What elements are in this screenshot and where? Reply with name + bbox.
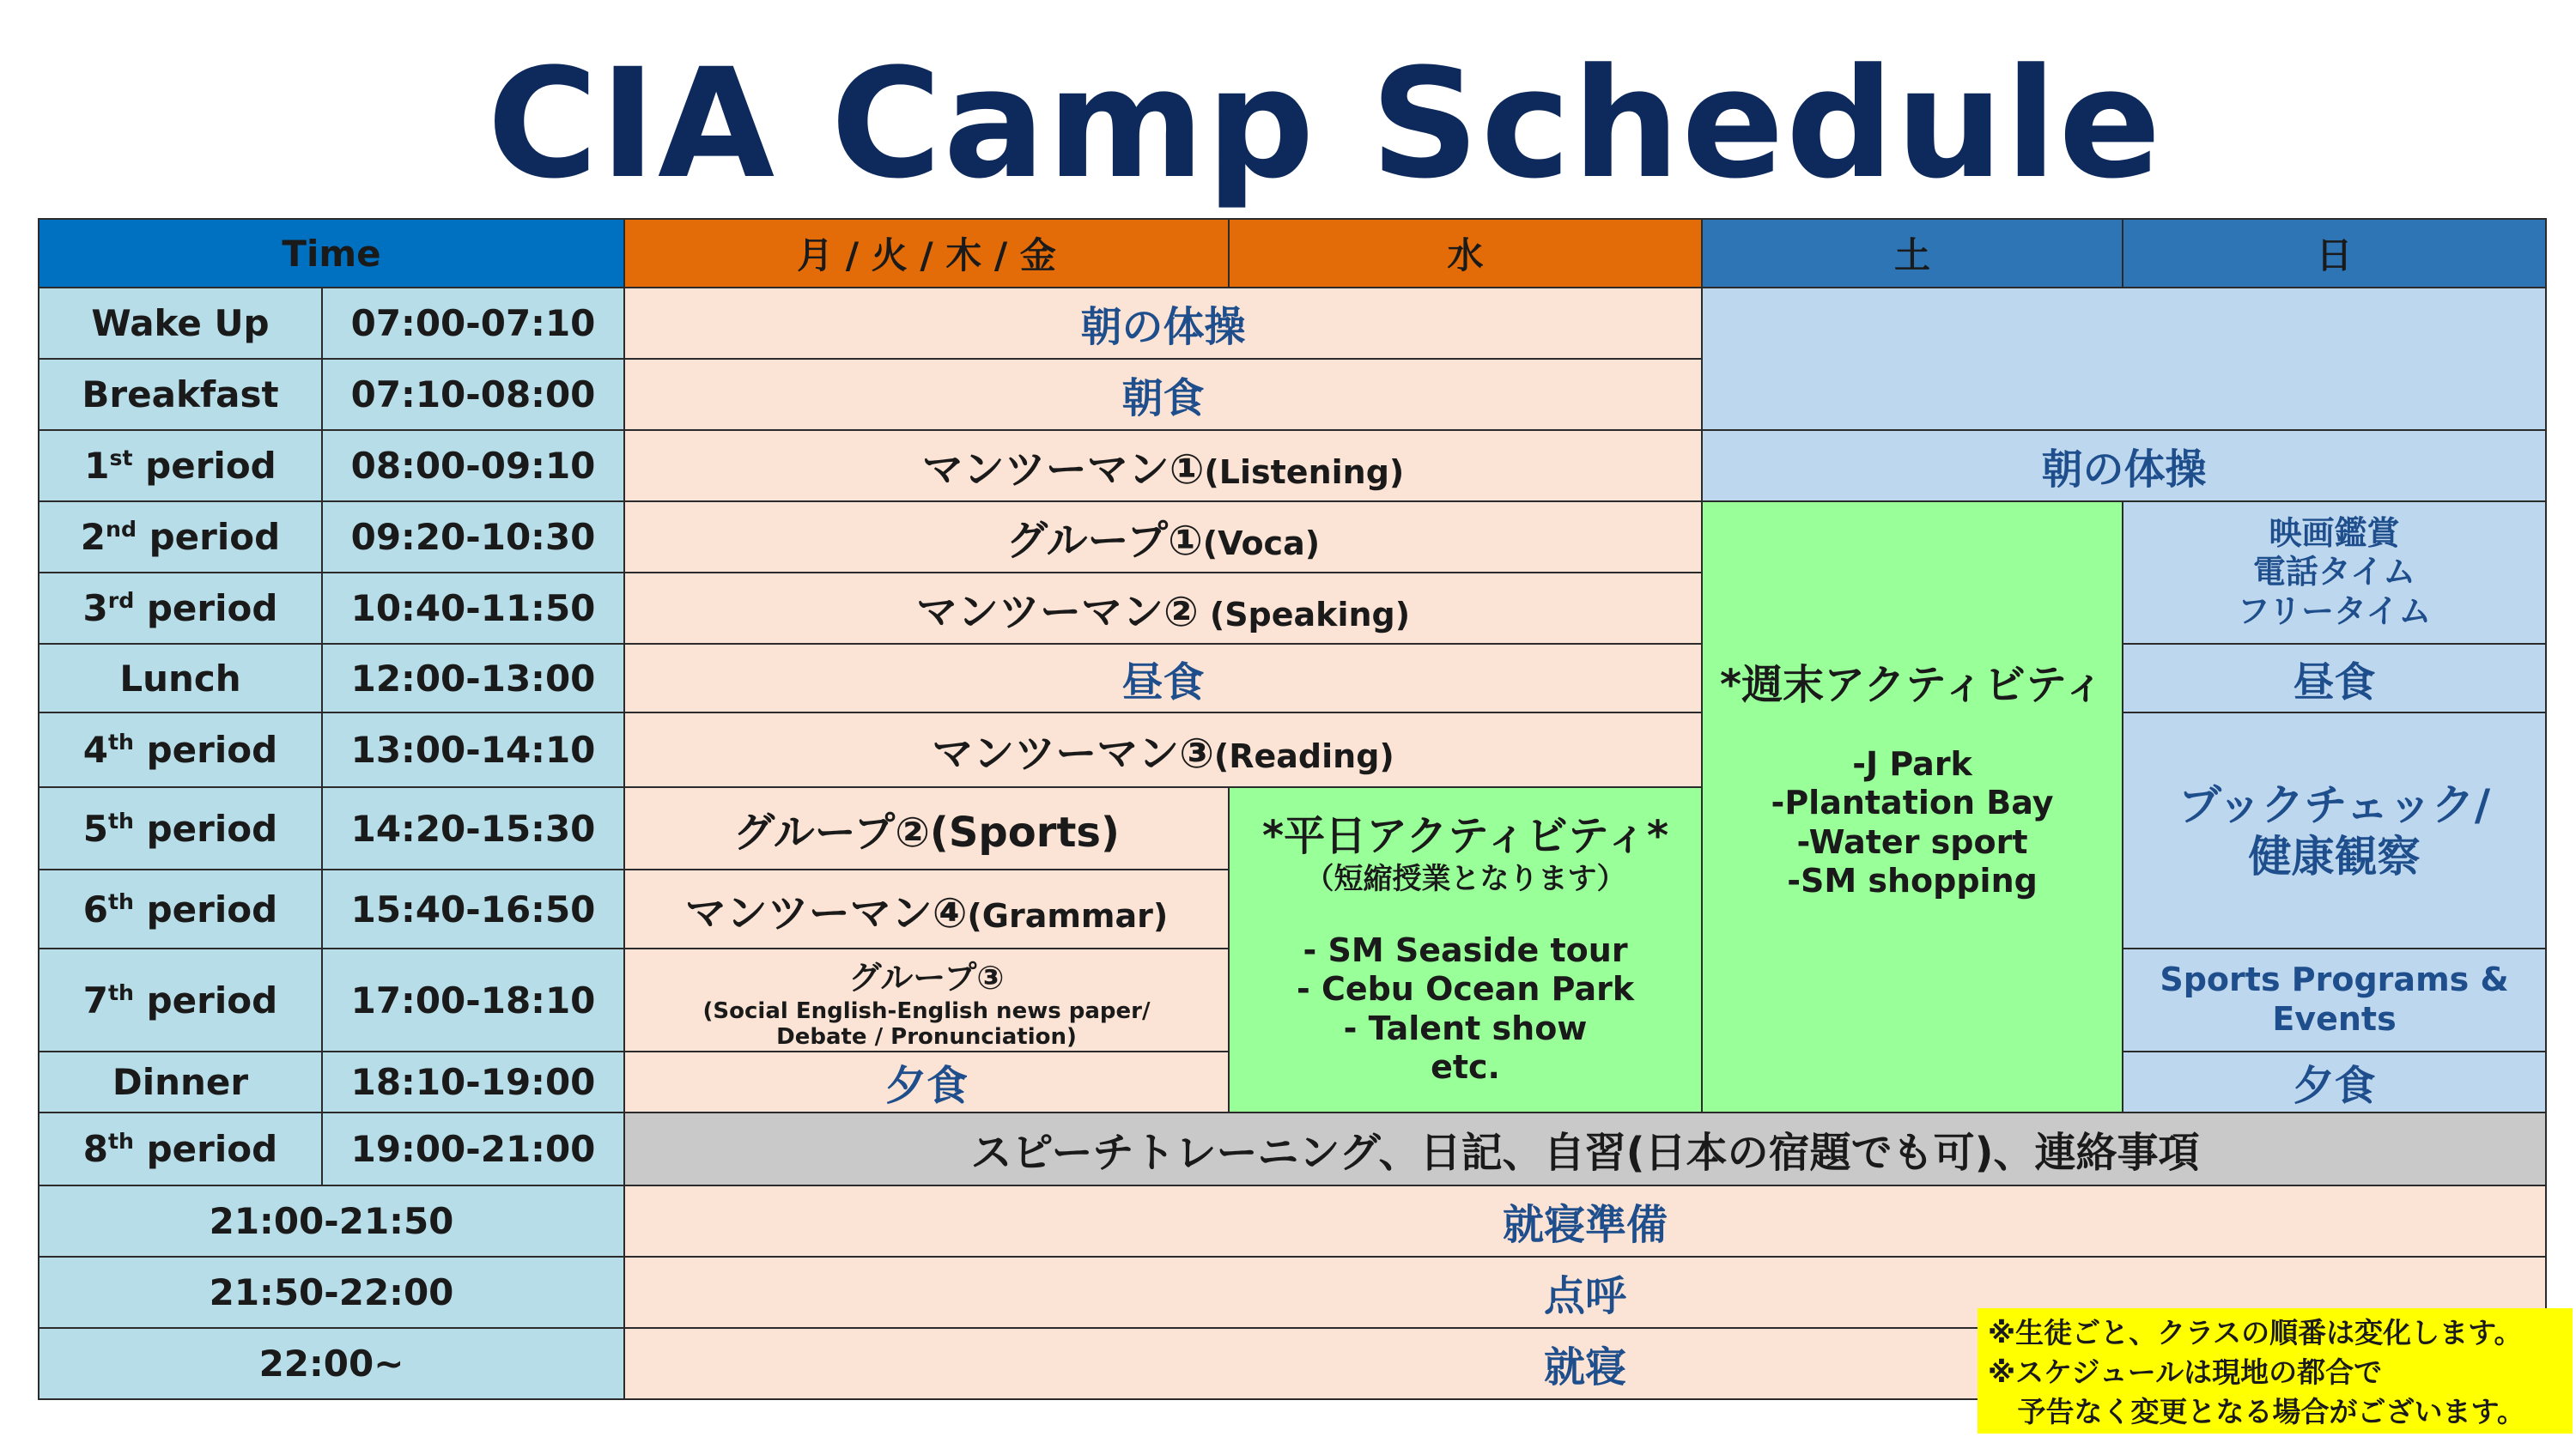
wednesday-activity-item: - Cebu Ocean Park <box>1296 970 1635 1009</box>
period-word: period <box>132 445 276 487</box>
activity-cell <box>624 870 1229 949</box>
row-time: 10:40-11:50 <box>322 573 624 644</box>
header-wednesday: 水 <box>1229 219 1702 288</box>
row-period-2 <box>39 501 2546 573</box>
activity-cell: 朝の体操 <box>624 288 1702 359</box>
row-time: 09:20-10:30 <box>322 501 624 573</box>
notice-box <box>1978 1308 2573 1434</box>
period-number: 6 <box>82 888 109 931</box>
sunday-dinner-cell: 夕食 <box>2123 1052 2546 1113</box>
activity-sub: (Social English-English news paper/ Debate / Pronunciation) <box>702 997 1151 1050</box>
header-saturday: 土 <box>1702 219 2123 288</box>
period-word: period <box>134 807 278 850</box>
row-time: 14:20-15:30 <box>322 787 624 870</box>
wednesday-activity-item: - Talent show <box>1343 1009 1588 1047</box>
sunday-lunch-cell: 昼食 <box>2123 644 2546 712</box>
activity-sub: (Voca) <box>1202 524 1321 562</box>
saturday-activity-title: *週末アクティビティ <box>1720 661 2105 710</box>
schedule-table <box>38 218 2547 1400</box>
row-label <box>39 949 322 1052</box>
notice-line: ※生徒ごと、クラスの順番は変化します。 <box>1988 1316 2523 1349</box>
header-row <box>39 219 2546 288</box>
period-word: period <box>134 1128 278 1170</box>
period-number: 8 <box>82 1128 109 1170</box>
row-time: 07:10-08:00 <box>322 359 624 430</box>
row-wake-up <box>39 288 2546 359</box>
activity-sub: (Grammar) <box>967 896 1169 935</box>
saturday-activity-item: -Water sport <box>1796 822 2028 861</box>
notice-line: 予告なく変更となる場合がございます。 <box>1988 1395 2525 1428</box>
saturday-activity-item: -Plantation Bay <box>1771 784 2054 822</box>
saturday-activity-cell <box>1702 501 2123 1113</box>
page-title: CIA Camp Schedule <box>487 36 2163 212</box>
sunday-morning-item: 映画鑑賞 <box>2269 513 2400 552</box>
sunday-morning-item: 電話タイム <box>2252 553 2416 591</box>
wednesday-activity-item: - SM Seaside tour <box>1303 931 1628 969</box>
row-time: 17:00-18:10 <box>322 949 624 1052</box>
period-word: period <box>134 888 278 931</box>
header-sunday: 日 <box>2123 219 2546 288</box>
row-period-8 <box>39 1113 2546 1185</box>
period-word: period <box>137 516 281 558</box>
row-bed-prep <box>39 1185 2546 1257</box>
activity-cell: 夕食 <box>624 1052 1229 1113</box>
activity-cell: 就寝準備 <box>624 1185 2546 1257</box>
header-weekdays: 月 / 火 / 木 / 金 <box>624 219 1229 288</box>
row-time: 15:40-16:50 <box>322 870 624 949</box>
period-suffix: th <box>108 888 134 914</box>
row-label <box>39 787 322 870</box>
wednesday-activity-subtitle: （短縮授業となります） <box>1304 861 1626 896</box>
row-label: Dinner <box>39 1052 322 1113</box>
period-suffix: th <box>108 730 134 755</box>
period-suffix: th <box>108 1129 134 1154</box>
activity-cell: 点呼 <box>624 1257 2546 1328</box>
activity-main: マンツーマン③ <box>932 730 1214 778</box>
period-suffix: th <box>108 979 134 1005</box>
period-word: period <box>134 587 278 629</box>
row-label: Breakfast <box>39 359 322 430</box>
period-number: 4 <box>82 729 109 771</box>
period-word: period <box>134 979 278 1022</box>
activity-cell <box>624 501 1702 573</box>
activity-cell <box>624 573 1702 644</box>
activity-main: グループ① <box>1005 517 1203 565</box>
activity-cell: グループ②(Sports) <box>624 787 1229 870</box>
activity-cell <box>624 712 1702 787</box>
header-time: Time <box>39 219 624 288</box>
sunday-morning-cell <box>2123 501 2546 644</box>
row-period-1 <box>39 430 2546 501</box>
activity-sub: (Reading) <box>1213 737 1394 775</box>
saturday-activity-item: -J Park <box>1852 744 1972 783</box>
wednesday-activity-item: etc. <box>1431 1048 1500 1087</box>
weekend-empty-cell <box>1702 288 2546 430</box>
row-time: 21:00-21:50 <box>39 1185 624 1257</box>
row-label: Lunch <box>39 644 322 712</box>
sunday-afternoon-item: ブックチェック/ <box>2178 779 2491 830</box>
activity-sub: (Listening) <box>1204 453 1405 491</box>
row-time: 18:10-19:00 <box>322 1052 624 1113</box>
row-label <box>39 501 322 573</box>
activity-cell <box>624 430 1702 501</box>
row-label <box>39 712 322 787</box>
period-number: 2 <box>80 516 106 558</box>
activity-cell <box>624 949 1229 1052</box>
period-suffix: rd <box>107 588 135 613</box>
row-time: 08:00-09:10 <box>322 430 624 501</box>
sunday-morning-item: フリータイム <box>2237 591 2432 630</box>
activity-cell: 朝食 <box>624 359 1702 430</box>
period-number: 1 <box>84 445 110 487</box>
weekend-exercise-cell: 朝の体操 <box>1702 430 2546 501</box>
period-suffix: th <box>108 808 134 834</box>
activity-main: マンツーマン① <box>921 446 1205 494</box>
row-label <box>39 573 322 644</box>
activity-cell: 昼食 <box>624 644 1702 712</box>
period-suffix: nd <box>106 517 137 542</box>
saturday-activity-item: -SM shopping <box>1787 862 2038 900</box>
row-label <box>39 430 322 501</box>
row-time: 07:00-07:10 <box>322 288 624 359</box>
row-time: 13:00-14:10 <box>322 712 624 787</box>
activity-cell: 就寝 <box>624 1328 2546 1399</box>
period-suffix: st <box>109 446 133 470</box>
wednesday-activity-title: *平日アクティビティ* <box>1261 812 1669 861</box>
activity-main: マンツーマン④ <box>684 888 968 937</box>
row-period-4 <box>39 712 2546 787</box>
row-time: 12:00-13:00 <box>322 644 624 712</box>
wednesday-activity-cell <box>1229 787 1702 1113</box>
period-word: period <box>134 729 278 771</box>
period-number: 5 <box>82 807 109 850</box>
activity-main: グループ③ <box>848 958 1005 997</box>
row-time: 22:00~ <box>39 1328 624 1399</box>
period-number: 7 <box>82 979 109 1022</box>
row-label <box>39 1113 322 1185</box>
sunday-afternoon-item: 健康観察 <box>2248 831 2421 882</box>
row-label: Wake Up <box>39 288 322 359</box>
row-time: 19:00-21:00 <box>322 1113 624 1185</box>
row-label <box>39 870 322 949</box>
row-time: 21:50-22:00 <box>39 1257 624 1328</box>
activity-main: マンツーマン② <box>915 588 1199 636</box>
row-lunch <box>39 644 2546 712</box>
sunday-afternoon-cell <box>2123 712 2546 949</box>
evening-study-cell: スピーチトレーニング、日記、自習(日本の宿題でも可)、連絡事項 <box>624 1113 2546 1185</box>
sunday-sports-cell: Sports Programs & Events <box>2123 949 2546 1052</box>
activity-sub: (Speaking) <box>1198 596 1411 634</box>
period-number: 3 <box>82 587 108 629</box>
notice-line: ※スケジュールは現地の都合で <box>1988 1355 2383 1389</box>
